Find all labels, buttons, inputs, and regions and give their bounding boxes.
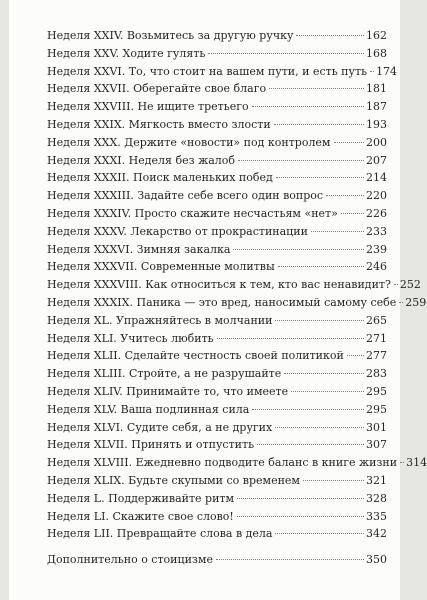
toc-entry: [47, 421, 387, 439]
toc-entry: [47, 64, 398, 83]
toc-entry-page-number: 220: [366, 189, 387, 203]
toc-entry-page-number: 193: [366, 117, 387, 131]
dot-leader: [217, 338, 364, 339]
toc-entry-page-number: 295: [366, 402, 387, 416]
toc-entry-title: Неделя XLIII. Стройте, а не разрушайте: [47, 367, 282, 381]
dot-leader: [400, 462, 404, 463]
toc-entry-page-number: 328: [366, 491, 387, 505]
toc-entry-title: Неделя XLII. Сделайте честность своей политикой: [47, 349, 344, 363]
toc-entry-page-number: 239: [366, 242, 387, 256]
toc-entry-title: Неделя XLIV. Принимайте то, что имеете: [47, 384, 289, 398]
toc-entry-title: Неделя XXX. Держите «новости» под контролем: [47, 135, 331, 149]
dot-leader: [284, 373, 364, 374]
dot-leader: [291, 391, 364, 392]
dot-leader: [278, 266, 364, 267]
toc-entry: [47, 225, 387, 243]
dot-leader: [269, 88, 364, 89]
toc-entry-title: Неделя XLV. Ваша подлинная сила: [47, 402, 250, 416]
toc-entry-page-number: 181: [366, 82, 387, 96]
toc-entry-page-number: 335: [366, 509, 387, 523]
toc-entry-title: Неделя XXXI. Неделя без жалоб: [47, 153, 235, 167]
dot-leader: [275, 533, 364, 534]
dot-leader: [274, 124, 364, 125]
toc-entry-page-number: 162: [366, 29, 387, 42]
toc-entry-extra: [47, 553, 387, 571]
dot-leader: [257, 444, 364, 445]
toc-entry-title: Неделя XLI. Учитесь любить: [47, 331, 214, 345]
toc-entry: [47, 154, 387, 172]
toc-entry-page-number: 342: [366, 527, 387, 541]
toc-entry-page-number: 301: [366, 420, 387, 434]
toc-entry-title: Неделя LI. Скажите свое слово!: [47, 509, 234, 523]
dot-leader: [370, 71, 374, 72]
toc-entry-page-number: 174: [376, 64, 398, 78]
toc-entry: [47, 100, 387, 118]
toc-entry-title: Неделя XXVIII. Не ищите третьего: [47, 100, 249, 114]
toc-entry: [47, 260, 387, 278]
toc-entry-title: Неделя XXXIV. Просто скажите несчастьям «нет»: [47, 206, 338, 220]
toc-entry: [47, 349, 387, 367]
toc-entry-title: Неделя LII. Превращайте слова в дела: [47, 527, 273, 541]
dot-leader: [334, 142, 365, 143]
toc-entry: [47, 527, 387, 545]
dot-leader: [276, 177, 364, 178]
table-of-contents: [47, 29, 427, 571]
toc-entry-title: Дополнительно о стоицизме: [47, 553, 213, 567]
toc-entry: [47, 118, 387, 136]
toc-entry: [47, 207, 387, 225]
toc-entry-title: Неделя XXXII. Поиск маленьких побед: [47, 171, 273, 185]
toc-entry-title: Неделя XXV. Ходите гулять: [47, 46, 206, 60]
toc-entry-page-number: 214: [366, 171, 387, 185]
dot-leader: [237, 498, 364, 499]
toc-entry-page-number: 350: [366, 553, 387, 567]
toc-entry: [47, 456, 427, 474]
toc-entry: [47, 492, 387, 510]
toc-entry-page-number: 314: [406, 456, 427, 470]
toc-entry: [47, 29, 387, 47]
toc-entry: [47, 189, 387, 207]
dot-leader: [394, 284, 398, 285]
toc-entry-title: Неделя XXIX. Мягкость вместо злости: [47, 117, 271, 131]
dot-leader: [238, 160, 364, 161]
toc-entry: [47, 295, 427, 314]
toc-entry: [47, 385, 387, 403]
toc-entry: [47, 403, 387, 421]
toc-entry-page-number: 207: [366, 153, 387, 167]
toc-entry-title: Неделя XXVII. Оберегайте свое благо: [47, 82, 267, 96]
toc-entry: [47, 314, 387, 332]
toc-entry-page-number: 321: [366, 473, 387, 487]
toc-entry: [47, 332, 387, 350]
toc-entry-title: Неделя XXXIII. Задайте себе всего один вопрос: [47, 189, 324, 203]
toc-entry: [47, 278, 421, 296]
toc-entry-page-number: 265: [366, 313, 387, 327]
dot-leader: [252, 409, 364, 410]
toc-entry-title: Неделя L. Поддерживайте ритм: [47, 491, 235, 505]
toc-entry-page-number: 271: [366, 331, 387, 345]
dot-leader: [275, 320, 364, 321]
toc-entry-page-number: 187: [366, 100, 387, 114]
toc-entry: [47, 367, 387, 385]
dot-leader: [303, 480, 364, 481]
toc-entry-title: Неделя XL. Упражняйтесь в молчании: [47, 313, 273, 327]
toc-entry-title: Неделя XXVI. То, что стоит на вашем пути, и есть путь: [47, 64, 368, 78]
toc-entry: [47, 171, 387, 189]
dot-leader: [208, 53, 364, 54]
dot-leader: [311, 231, 364, 232]
toc-entry-page-number: 233: [366, 224, 387, 238]
toc-entry-title: Неделя XLVIII. Ежедневно подводите баланс в книге жизни: [47, 456, 398, 470]
toc-entry-title: Неделя XLVII. Принять и отпустить: [47, 438, 255, 452]
dot-leader: [237, 516, 364, 517]
toc-entry-title: Неделя XLVI. Судите себя, а не других: [47, 420, 273, 434]
toc-entry: [47, 438, 387, 456]
toc-entry: [47, 510, 387, 528]
toc-entry-title: Неделя XXIV. Возьмитесь за другую ручку: [47, 29, 294, 42]
dot-leader: [275, 427, 364, 428]
toc-entry: [47, 243, 387, 261]
toc-entry-page-number: 295: [366, 384, 387, 398]
dot-leader: [216, 559, 364, 560]
toc-entry: [47, 47, 387, 65]
toc-entry: [47, 474, 387, 492]
toc-entry-page-number: 259: [405, 295, 427, 309]
dot-leader: [341, 213, 364, 214]
toc-entry: [47, 136, 387, 154]
toc-entry-page-number: 307: [366, 438, 387, 452]
toc-entry-title: Неделя XXXVII. Современные молитвы: [47, 260, 275, 274]
toc-entry-title: Неделя XXXV. Лекарство от прокрастинации: [47, 224, 308, 238]
toc-entry-page-number: 277: [366, 349, 387, 363]
toc-entry-page-number: 168: [366, 46, 387, 60]
toc-entry-page-number: 200: [366, 135, 387, 149]
toc-entry-page-number: 226: [366, 206, 387, 220]
toc-entry-title: Неделя XXXIX. Паника — это вред, наносимый самому себе: [47, 295, 397, 309]
toc-entry-page-number: 283: [366, 367, 387, 381]
dot-leader: [399, 302, 403, 303]
toc-entry-title: Неделя XXXVIII. Как относиться к тем, кто вас ненавидит?: [47, 278, 391, 292]
toc-entry-page-number: 252: [399, 278, 421, 292]
toc-entry-page-number: 246: [366, 260, 387, 274]
dot-leader: [326, 195, 364, 196]
toc-entry: [47, 82, 387, 100]
toc-entry-title: Неделя XLIX. Будьте скупыми со временем: [47, 473, 300, 487]
dot-leader: [252, 106, 364, 107]
dot-leader: [296, 35, 364, 36]
dot-leader: [233, 249, 364, 250]
dot-leader: [347, 355, 364, 356]
toc-entry-title: Неделя XXXVI. Зимняя закалка: [47, 242, 231, 256]
book-page: [9, 0, 427, 600]
